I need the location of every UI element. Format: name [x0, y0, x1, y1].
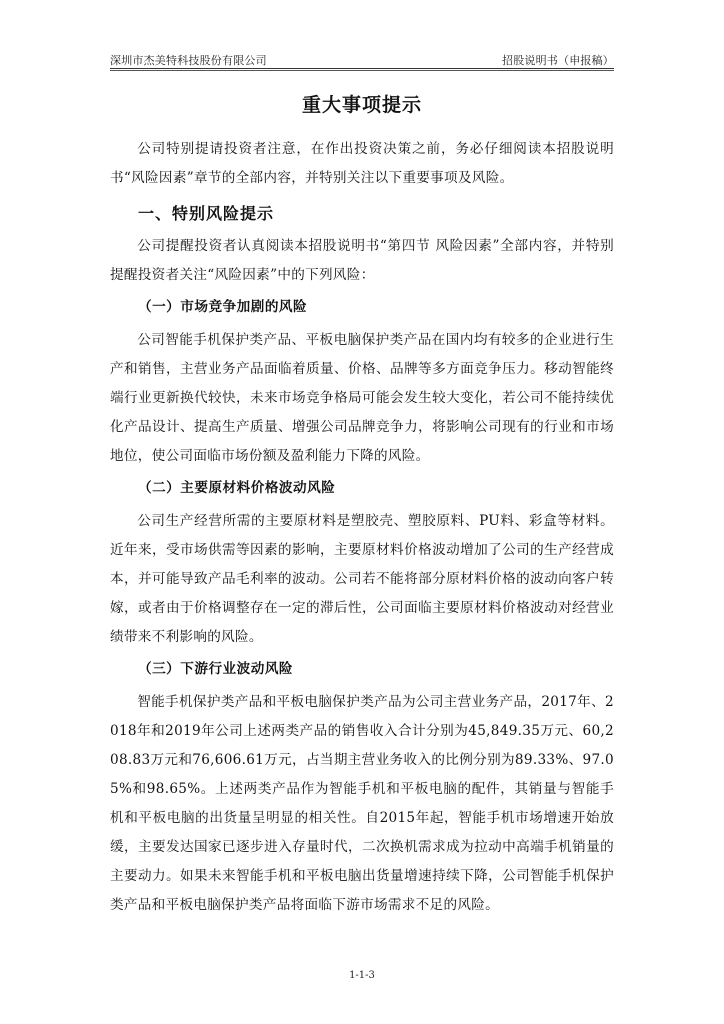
header-company-name: 深圳市杰美特科技股份有限公司: [110, 54, 267, 67]
header-rule: [110, 68, 614, 69]
section-heading-special-risks: 一、特别风险提示: [138, 204, 275, 223]
page-number: 1-1-3: [349, 970, 375, 981]
header-document-type: 招股说明书（申报稿）: [502, 54, 614, 67]
risk-body-downstream-industry: 智能手机保护类产品和平板电脑保护类产品为公司主营业务产品，2017年、2018年和2019年公司上述两类产品的销售收入合计分别为45,849.35万元、60,208.83万元和76,606.61万元，占当期主营业务收入的比例分别为89.33%、97.05%和98.65%。上述两类产品作为智能手机和平板电脑的配件，其销量与智能手机和平板电脑的出货量呈明显的相关性。自2015年起，智能手机市场增速开始放缓，主要发达国家已逐步进入存量时代，二次换机需求成为拉动中高端手机销量的主要动力。如果未来智能手机和平板电脑出货量增速持续下降，公司智能手机保护类产品和平板电脑保护类产品将面临下游市场需求不足的风险。: [110, 694, 614, 913]
risk-heading-downstream-industry: （三）下游行业波动风险: [138, 661, 294, 677]
section-intro-paragraph: 公司提醒投资者认真阅读本招股说明书“第四节 风险因素”全部内容，并特别提醒投资者关注“风险因素”中的下列风险：: [110, 238, 614, 283]
risk-heading-market-competition: （一）市场竞争加剧的风险: [138, 299, 308, 315]
risk-body-market-competition: 公司智能手机保护类产品、平板电脑保护类产品在国内均有较多的企业进行生产和销售，主营业务产品面临着质量、价格、品牌等多方面竞争压力。移动智能终端行业更新换代较快，未来市场竞争格局可能会发生较大变化，若公司不能持续优化产品设计、提高生产质量、增强公司品牌竞争力，将影响公司现有的行业和市场地位，使公司面临市场份额及盈利能力下降的风险。: [110, 332, 614, 464]
page-header: [110, 50, 614, 68]
risk-body-raw-material-price: 公司生产经营所需的主要原材料是塑胶壳、塑胶原料、PU料、彩盒等材料。近年来，受市场供需等因素的影响，主要原材料价格波动增加了公司的生产经营成本，并可能导致产品毛利率的波动。公司若不能将部分原材料价格的波动向客户转嫁，或者由于价格调整存在一定的滞后性，公司面临主要原材料价格波动对经营业绩带来不利影响的风险。: [110, 513, 614, 645]
header-rule-secondary: [110, 70, 614, 71]
intro-paragraph: 公司特别提请投资者注意，在作出投资决策之前，务必仔细阅读本招股说明书“风险因素”章节的全部内容，并特别关注以下重要事项及风险。: [110, 141, 614, 186]
page-title: 重大事项提示: [301, 94, 422, 116]
page-content: [110, 90, 614, 920]
risk-heading-raw-material-price: （二）主要原材料价格波动风险: [138, 480, 336, 496]
